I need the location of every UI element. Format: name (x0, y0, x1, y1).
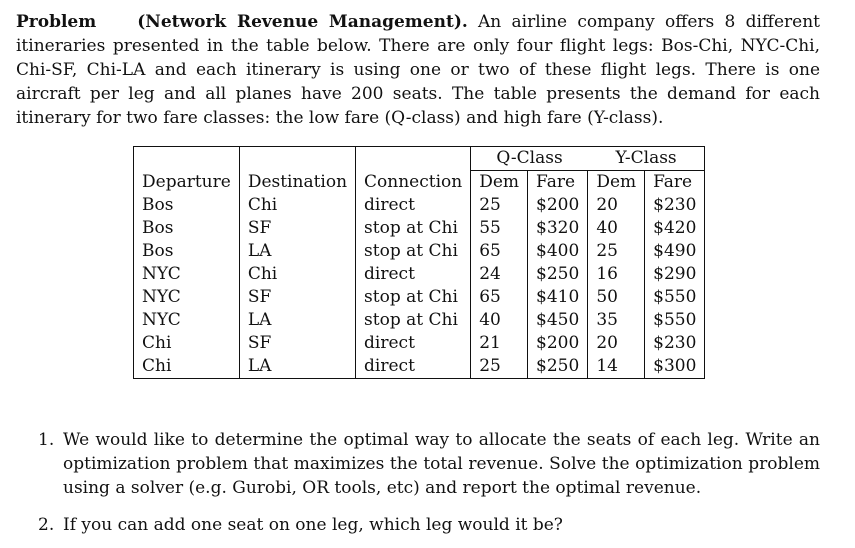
table-cell: $550 (645, 286, 705, 309)
question-number: 2. (38, 515, 55, 535)
column-header: Fare (528, 171, 588, 195)
table-row (134, 263, 705, 286)
table-cell: 35 (588, 309, 645, 332)
table-cell: $200 (528, 332, 588, 355)
table-cell: stop at Chi (356, 217, 471, 240)
table-cell: direct (356, 332, 471, 355)
column-header: Fare (645, 171, 705, 195)
table-cell: 16 (588, 263, 645, 286)
table-cell: 24 (471, 263, 528, 286)
table-cell: LA (239, 355, 355, 379)
table-cell: Bos (134, 194, 240, 217)
table-cell: $490 (645, 240, 705, 263)
table-cell: 20 (588, 332, 645, 355)
table-cell: stop at Chi (356, 286, 471, 309)
table-cell: NYC (134, 286, 240, 309)
table-cell: NYC (134, 263, 240, 286)
table-cell: Bos (134, 240, 240, 263)
table-cell: Bos (134, 217, 240, 240)
table-cell: $320 (528, 217, 588, 240)
table-cell: direct (356, 355, 471, 379)
table-cell: 40 (471, 309, 528, 332)
table-cell: SF (239, 217, 355, 240)
table-cell: 25 (471, 355, 528, 379)
table-cell: $250 (528, 263, 588, 286)
table-cell: 50 (588, 286, 645, 309)
itinerary-table (133, 146, 705, 379)
table-column-header-row (134, 171, 705, 195)
problem-body: An airline company offers 8 different itineraries presented in the table below. There are only four flight legs: Bos-Chi, NYC-Chi, Chi-SF, Chi-LA and each itinerary is using one or two of these flight legs. There is one aircraft per leg and all planes have 200 seats. The table presents the demand for each itinerary for two fare classes: the low fare (Q-class) and high fare (Y-class). (16, 12, 820, 128)
table-cell: 21 (471, 332, 528, 355)
y-class-header: Y-Class (588, 147, 705, 171)
column-header: Dem (471, 171, 528, 195)
table-row (134, 240, 705, 263)
table-cell: $550 (645, 309, 705, 332)
table-cell: 25 (471, 194, 528, 217)
table-row (134, 355, 705, 379)
question-text: We would like to determine the optimal way to allocate the seats of each leg. Write an optimization problem that maximizes the total revenue. Solve the optimization problem using a solver (e.g. Gurobi, OR tools, etc) and report the optimal revenue. (63, 430, 820, 498)
table-cell: $250 (528, 355, 588, 379)
table-cell: NYC (134, 309, 240, 332)
table-cell: $410 (528, 286, 588, 309)
table-cell: LA (239, 240, 355, 263)
table-row (134, 332, 705, 355)
column-header: Destination (239, 171, 355, 195)
table-cell: stop at Chi (356, 309, 471, 332)
table-cell: 65 (471, 286, 528, 309)
table-group-header-row (134, 147, 705, 171)
table-cell: SF (239, 286, 355, 309)
problem-title: (Network Revenue Management). (137, 12, 468, 32)
table-cell: Chi (239, 194, 355, 217)
table-cell: $290 (645, 263, 705, 286)
problem-label: Problem (16, 12, 97, 32)
table-cell: SF (239, 332, 355, 355)
q-class-header: Q-Class (471, 147, 588, 171)
question-item (16, 428, 820, 500)
column-header: Connection (356, 171, 471, 195)
table-cell: Chi (239, 263, 355, 286)
table-row (134, 217, 705, 240)
question-item (16, 513, 820, 537)
question-text: If you can add one seat on one leg, which leg would it be? (63, 515, 563, 535)
table-cell: 20 (588, 194, 645, 217)
table-cell: LA (239, 309, 355, 332)
table-cell: direct (356, 194, 471, 217)
column-header: Dem (588, 171, 645, 195)
table-cell: Chi (134, 332, 240, 355)
table-row (134, 194, 705, 217)
table-cell: direct (356, 263, 471, 286)
table-cell: 65 (471, 240, 528, 263)
table-cell: $300 (645, 355, 705, 379)
table-cell: 25 (588, 240, 645, 263)
table-cell: 55 (471, 217, 528, 240)
table-cell: $230 (645, 194, 705, 217)
table-cell: 14 (588, 355, 645, 379)
column-header: Departure (134, 171, 240, 195)
table-row (134, 286, 705, 309)
table-cell: $450 (528, 309, 588, 332)
question-number: 1. (38, 430, 55, 450)
table-cell: stop at Chi (356, 240, 471, 263)
table-row (134, 309, 705, 332)
question-list (16, 428, 820, 537)
table-cell: $400 (528, 240, 588, 263)
table-cell: 40 (588, 217, 645, 240)
table-cell: $200 (528, 194, 588, 217)
table-cell: Chi (134, 355, 240, 379)
table-cell: $230 (645, 332, 705, 355)
problem-statement (16, 10, 820, 130)
table-cell: $420 (645, 217, 705, 240)
